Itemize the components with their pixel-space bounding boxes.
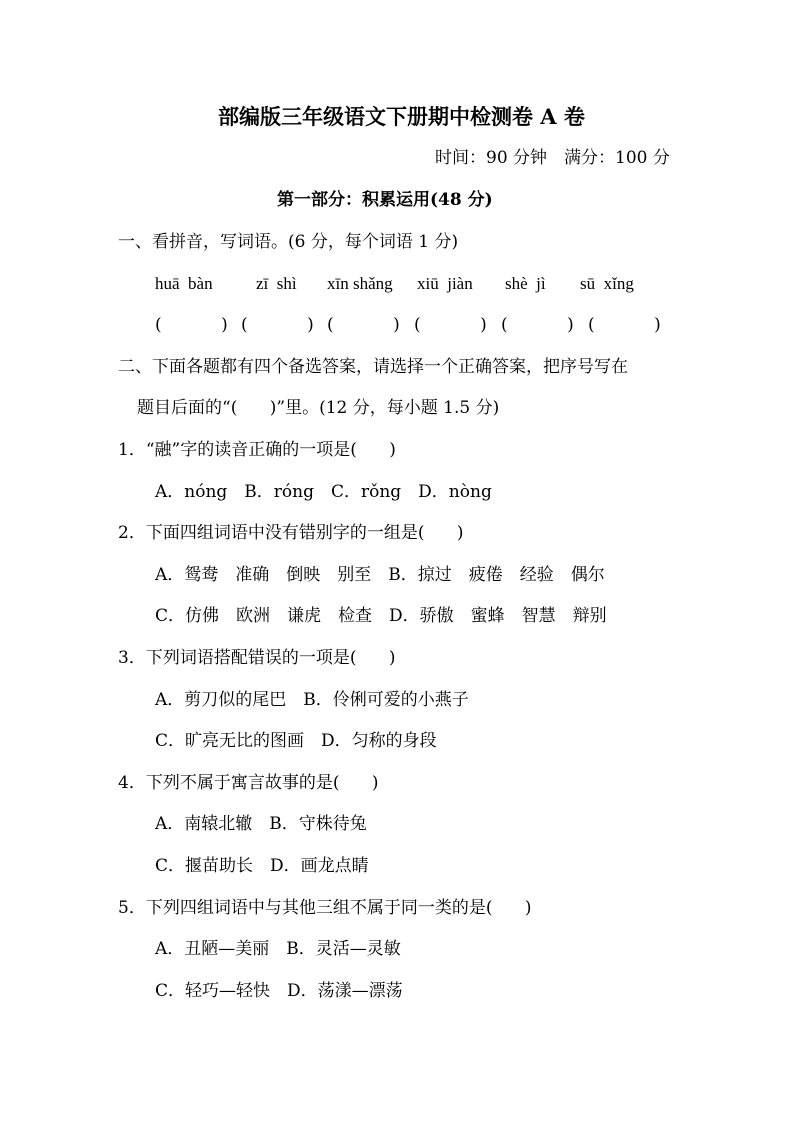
pinyin-item: shè jì [505, 274, 546, 293]
question-options: C．揠苗助长 D．画龙点睛 [155, 856, 369, 876]
section2-heading: 二、下面各题都有四个备选答案，请选择一个正确答案，把序号写在 [118, 357, 628, 377]
answer-blank[interactable]: ( ) [588, 315, 661, 335]
question-stem: 3．下列词语搭配错误的一项是( ) [118, 648, 396, 668]
pinyin-item: xiū jiàn [417, 274, 473, 293]
question-stem: 4．下列不属于寓言故事的是( ) [118, 773, 379, 793]
pinyin-item: sū xǐng [580, 274, 634, 293]
question-options: A．剪刀似的尾巴 B．伶俐可爱的小燕子 [155, 690, 469, 710]
question-stem: 5．下列四组词语中与其他三组不属于同一类的是( ) [118, 898, 532, 918]
section2-heading-cont: 题目后面的“( )”里。(12 分，每小题 1.5 分) [137, 398, 500, 418]
question-options: A．nóng B．róng C．rǒng D．nòng [155, 482, 492, 502]
answer-blank[interactable]: ( ) [155, 315, 228, 335]
question-options: C．轻巧—轻快 D．荡漾—漂荡 [155, 981, 403, 1001]
question-options: A．鸳鸯 准确 倒映 别至 B．掠过 疲倦 经验 偶尔 [155, 565, 605, 585]
time-info: 时间：90 分钟 满分：100 分 [435, 148, 670, 168]
answer-blank[interactable]: ( ) [501, 315, 574, 335]
part-title: 第一部分：积累运用(48 分) [277, 190, 493, 210]
question-options: C．仿佛 欧洲 谦虎 检查 D．骄傲 蜜蜂 智慧 辩别 [155, 606, 607, 626]
answer-blank[interactable]: ( ) [241, 315, 314, 335]
pinyin-item: zī shì [256, 274, 297, 293]
pinyin-item: huā bàn [155, 274, 213, 293]
answer-blank[interactable]: ( ) [327, 315, 400, 335]
answer-blank[interactable]: ( ) [414, 315, 487, 335]
question-options: A．丑陋—美丽 B．灵活—灵敏 [155, 939, 401, 959]
question-stem: 2．下面四组词语中没有错别字的一组是( ) [118, 523, 464, 543]
question-options: A．南辕北辙 B．守株待兔 [155, 814, 367, 834]
page-title: 部编版三年级语文下册期中检测卷 A 卷 [218, 104, 585, 129]
section1-heading: 一、看拼音，写词语。(6 分，每个词语 1 分) [118, 232, 459, 252]
question-options: C．旷亮无比的图画 D．匀称的身段 [155, 731, 437, 751]
pinyin-item: xīn shǎng [327, 274, 393, 293]
question-stem: 1．“融”字的读音正确的一项是( ) [118, 440, 396, 460]
